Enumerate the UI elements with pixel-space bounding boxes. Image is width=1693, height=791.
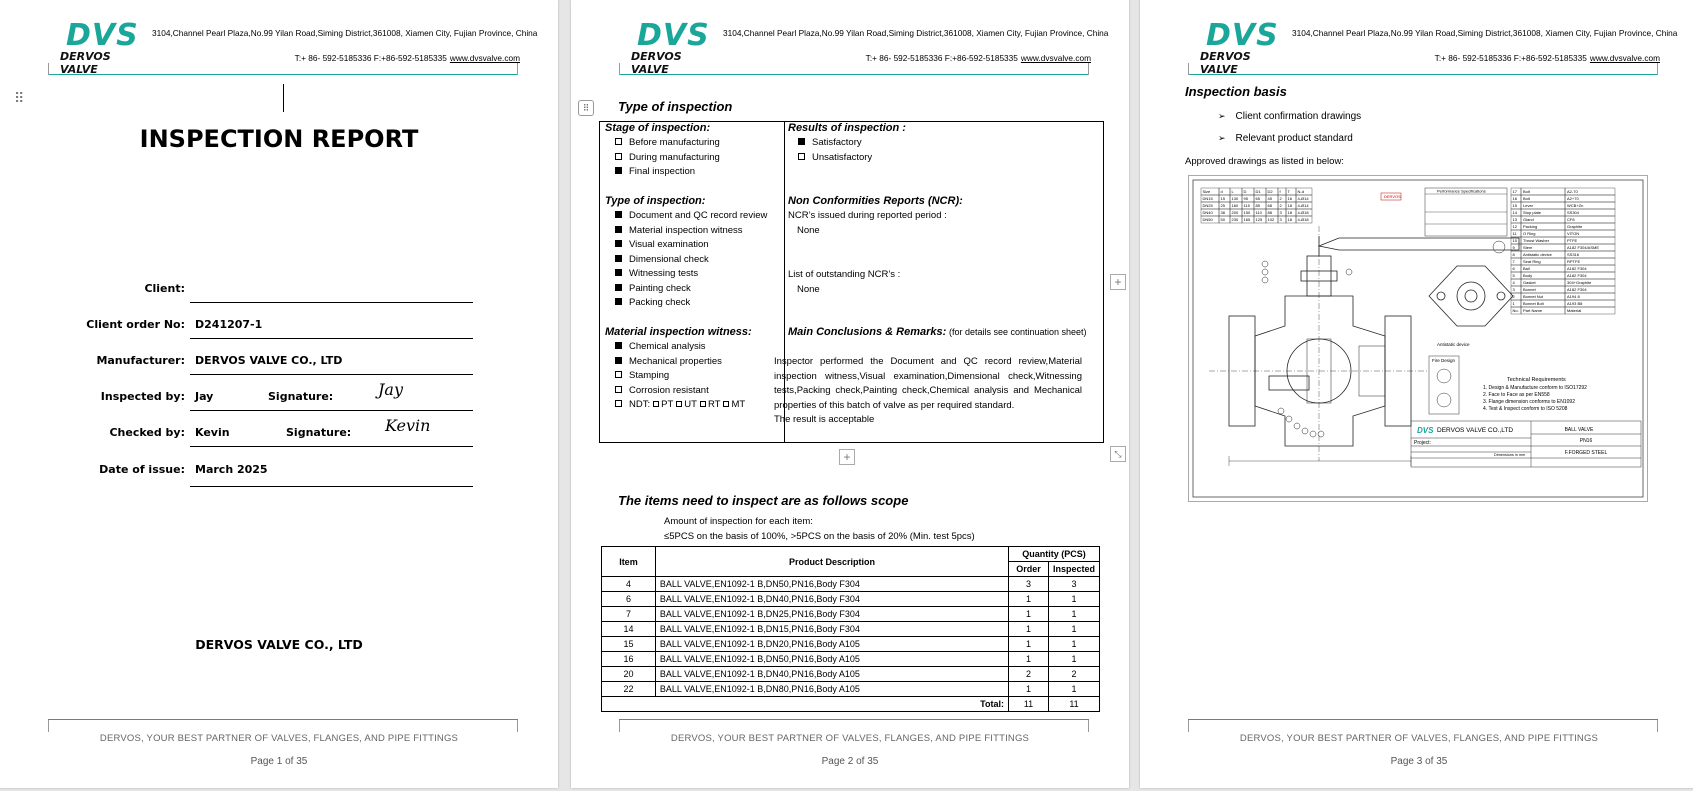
page-header: [1200, 18, 1678, 80]
drawing-cell: 5: [1512, 273, 1515, 278]
drawing-cell: 3: [1512, 287, 1515, 292]
table-row: 14 BALL VALVE,EN1092-1 B,DN15,PN16,Body F304 1 1: [602, 622, 1100, 637]
list-item: ➢ Relevant product standard: [1218, 133, 1353, 144]
drawing-cell: 150: [1243, 210, 1251, 215]
arrow-bullet-icon: ➢: [1218, 111, 1226, 121]
drawing-cell: 110: [1255, 210, 1262, 215]
drawing-cell: Lever: [1523, 203, 1534, 208]
drawing-cell: DN25: [1202, 203, 1213, 208]
drawing-cell: 38: [1220, 210, 1225, 215]
drawing-cell: 88: [1267, 210, 1272, 215]
page-header: [631, 18, 1109, 80]
website-link[interactable]: www.dvsvalve.com: [1020, 53, 1091, 63]
footer-rule: [1188, 719, 1658, 720]
report-page-1: [0, 0, 558, 788]
type-of-inspection-heading: Type of inspection: [618, 99, 733, 114]
report-page-2: [571, 0, 1129, 788]
header-contact: T:+ 86- 592-5185336 F:+86-592-5185335 www.dvsvalve.com: [1434, 53, 1660, 63]
drawing-cell: L: [1231, 189, 1234, 194]
drawing-cell: D: [1243, 189, 1247, 194]
drawing-cell: 230: [1231, 217, 1239, 222]
checkbox-painting-check[interactable]: [615, 284, 622, 291]
checkbox-ndt[interactable]: [615, 400, 622, 407]
col-item: Item: [602, 547, 656, 577]
drawing-cell: 85: [1255, 203, 1260, 208]
results-section: Results of inspection : Satisfactory Unsatisfactory: [788, 122, 906, 163]
inspected-by-field: Inspected by: Jay Signature: Jay: [60, 378, 473, 414]
company-logo: DVS DERVOS VALVE: [1200, 18, 1279, 76]
drawing-cell: 304+Graphite: [1567, 280, 1592, 285]
page-header: [60, 18, 538, 80]
drawing-cell: Ball: [1523, 266, 1530, 271]
header-rule: [619, 74, 1089, 75]
add-column-icon[interactable]: +: [1110, 274, 1126, 290]
drawing-cell: A182 F304: [1567, 266, 1587, 271]
stage-section: Stage of inspection: Before manufacturing During manufacturing Final inspection: [605, 122, 720, 177]
drawing-cell: 2: [1279, 196, 1282, 201]
drawing-cell: Packing: [1523, 224, 1538, 229]
tech-title: Technical Requirements: [1507, 377, 1566, 383]
col-description: Product Description: [655, 547, 1008, 577]
checked-by-field: Checked by: Kevin Signature: Kevin: [60, 414, 473, 450]
drawing-cell: 15: [1512, 203, 1517, 208]
material-section: Material inspection witness: Chemical analysis Mechanical properties Stamping Corrosion resistant NDT: PT UT RT MT: [605, 326, 752, 410]
drawing-cell: Material: [1567, 308, 1582, 313]
client-field: Client:: [60, 270, 473, 306]
table-row: 4 BALL VALVE,EN1092-1 B,DN50,PN16,Body F304 3 3: [602, 577, 1100, 592]
drawing-cell: 16: [1512, 196, 1517, 201]
svg-text:2. Face to Face as per EN558: 2. Face to Face as per EN558: [1483, 392, 1550, 398]
footer-slogan: DERVOS, YOUR BEST PARTNER OF VALVES, FLANGES, AND PIPE FITTINGS: [1239, 733, 1599, 744]
drawing-cell: D1: [1255, 189, 1261, 194]
header-rule: [48, 74, 518, 75]
drawing-cell: 160: [1231, 203, 1239, 208]
drawing-cell: DN15: [1202, 196, 1213, 201]
drawing-cell: No.: [1512, 308, 1519, 313]
drawing-cell: 3: [1279, 210, 1282, 215]
table-row: 7 BALL VALVE,EN1092-1 B,DN25,PN16,Body F304 1 1: [602, 607, 1100, 622]
drawing-cell: 4: [1512, 280, 1515, 285]
col-inspected: Inspected: [1048, 562, 1099, 577]
approved-drawing: [1188, 175, 1648, 502]
drawing-cell: A182 F304: [1567, 287, 1587, 292]
col-order: Order: [1009, 562, 1049, 577]
header-contact: T:+ 86- 592-5185336 F:+86-592-5185335 www.dvsvalve.com: [294, 53, 520, 63]
checkbox-packing-check[interactable]: [615, 298, 622, 305]
client-order-field: Client order No: D241207-1: [60, 306, 473, 342]
drawing-cell: PTFE: [1567, 238, 1578, 243]
drawing-cell: 165: [1243, 217, 1251, 222]
drawing-cell: 4-Ø18: [1297, 217, 1309, 222]
company-logo: DVS DERVOS VALVE: [60, 18, 139, 76]
header-rule: [1188, 74, 1658, 75]
drawing-cell: Bolt: [1523, 196, 1530, 201]
drawing-cell: 4-Ø14: [1297, 203, 1309, 208]
footer-slogan: DERVOS, YOUR BEST PARTNER OF VALVES, FLANGES, AND PIPE FITTINGS: [670, 733, 1030, 744]
drawing-cell: 13: [1512, 217, 1517, 222]
total-row: Total: 11 11: [602, 697, 1100, 712]
drawing-cell: 16: [1287, 196, 1292, 201]
drawing-cell: D2: [1267, 189, 1273, 194]
list-item: ➢ Client confirmation drawings: [1218, 111, 1362, 122]
add-row-icon[interactable]: +: [839, 449, 855, 465]
drawing-cell: A2+70: [1567, 196, 1579, 201]
conclusion-title: Main Conclusions & Remarks: (for details see continuation sheet): [788, 326, 1087, 338]
drawing-cell: 18: [1287, 217, 1292, 222]
footer-rule: [48, 719, 518, 720]
drawing-cell: 4-Ø18: [1297, 210, 1309, 215]
drawing-cell: Bonnet Nut: [1523, 294, 1544, 299]
checker-signature: Kevin: [385, 416, 431, 435]
drawing-cell: Part Name: [1523, 308, 1543, 313]
svg-text:F.FORGED STEEL: F.FORGED STEEL: [1564, 450, 1608, 456]
checkbox-chemical-analysis[interactable]: [615, 342, 622, 349]
drawing-cell: 2: [1512, 294, 1515, 299]
drawing-cell: 14: [1512, 210, 1517, 215]
drawing-cell: 68: [1267, 203, 1272, 208]
svg-text:4. Test & Inspect conform to: 4. Test & Inspect conform to ISO 5208: [1483, 406, 1568, 412]
table-row: 6 BALL VALVE,EN1092-1 B,DN40,PN16,Body F304 1 1: [602, 592, 1100, 607]
approved-drawings-note: Approved drawings as listed in below:: [1185, 156, 1344, 167]
drawing-cell: Stop plate: [1523, 210, 1542, 215]
drawing-cell: 95: [1243, 196, 1248, 201]
drawing-cell: Bolt: [1523, 189, 1530, 194]
drawing-cell: A194 8: [1567, 294, 1580, 299]
drawing-cell: Antistatic device: [1523, 252, 1552, 257]
drawing-cell: Body: [1523, 273, 1533, 278]
drawing-cell: DN40: [1202, 210, 1213, 215]
arrow-bullet-icon: ➢: [1218, 133, 1226, 143]
table-handle-icon[interactable]: ⠿: [578, 100, 594, 116]
drag-handle-icon[interactable]: ⠿: [14, 90, 25, 106]
perf-title: Performance Specifications: [1437, 188, 1486, 194]
drawing-cell: Size: [1202, 189, 1211, 194]
drawing-cell: 11: [1512, 231, 1517, 236]
text-cursor: [283, 84, 284, 112]
drawing-cell: f: [1279, 189, 1281, 194]
drawing-cell: Bonnet Bolt: [1523, 301, 1544, 306]
drawing-cell: 115: [1243, 203, 1250, 208]
ncr-section: Non Conformities Reports (NCR): NCR’s issued during reported period : None List of outstanding NCR’s : None: [788, 195, 963, 295]
svg-text:Project:: Project:: [1414, 440, 1431, 446]
report-title: INSPECTION REPORT: [139, 125, 419, 153]
conclusion-text: Inspector performed the Document and QC record review,Material inspection witness,Visual examination,Dimensional check,Witnessing tests,Packing check,Painting check,Chemical analysis and Mechanical properties of this batch of valve as per required standard. The result is acceptable: [774, 356, 1082, 425]
col-quantity: Quantity (PCS): [1009, 547, 1100, 562]
drawing-cell: RPTFE: [1567, 259, 1581, 264]
scope-heading: The items need to inspect are as follows scope: [618, 493, 909, 508]
header-address: 3104,Channel Pearl Plaza,No.99 Yilan Road,Siming District,361008, Xiamen City, Fujian Province, China: [723, 28, 1109, 38]
drawing-cell: 102: [1267, 217, 1275, 222]
checkbox-corrosion-resistant[interactable]: [615, 386, 622, 393]
drawing-cell: A182 F304/ASME: [1567, 245, 1600, 250]
page-number: Page 1 of 35: [250, 756, 308, 767]
table-row: 20 BALL VALVE,EN1092-1 B,DN40,PN16,Body A105 2 2: [602, 667, 1100, 682]
drawing-cell: 12: [1512, 224, 1517, 229]
drawing-cell: Stem: [1523, 245, 1533, 250]
drawing-cell: A193 B8: [1567, 301, 1583, 306]
table-row: 22 BALL VALVE,EN1092-1 B,DN80,PN16,Body A105 1 1: [602, 682, 1100, 697]
drawing-cell: Bonnet: [1523, 287, 1536, 292]
drawing-cell: 4-Ø14: [1297, 196, 1309, 201]
drawing-cell: 10: [1512, 238, 1517, 243]
drawing-title: BALL VALVE: [1564, 427, 1594, 433]
drawing-cell: 50: [1220, 217, 1225, 222]
inspection-basis-heading: Inspection basis: [1185, 84, 1287, 99]
drawing-cell: Graphite: [1567, 224, 1583, 229]
checkbox-visual-examination[interactable]: [615, 240, 622, 247]
drawing-cell: 65: [1255, 196, 1260, 201]
type-section: Type of inspection: Document and QC record review Material inspection witness Visual examination Dimensional check Witnessing tests Painting check Packing check: [605, 195, 768, 308]
amount-note: Amount of inspection for each item:: [664, 516, 813, 527]
company-logo: DVS DERVOS VALVE: [631, 18, 710, 76]
drawing-cell: 130: [1231, 196, 1239, 201]
drawing-cell: 17: [1512, 189, 1517, 194]
checkbox-during-manufacturing[interactable]: [615, 153, 622, 160]
drawing-cell: VITON: [1567, 231, 1580, 236]
checkbox-satisfactory[interactable]: [798, 138, 805, 145]
drawing-cell: 25: [1220, 203, 1225, 208]
drawing-cell: A2-70: [1567, 189, 1578, 194]
checkbox-stamping[interactable]: [615, 371, 622, 378]
footer-slogan: DERVOS, YOUR BEST PARTNER OF VALVES, FLANGES, AND PIPE FITTINGS: [99, 733, 459, 744]
checkbox-before-manufacturing[interactable]: [615, 138, 622, 145]
drawing-cell: 125: [1255, 217, 1263, 222]
checkbox-mechanical-properties[interactable]: [615, 357, 622, 364]
header-address: 3104,Channel Pearl Plaza,No.99 Yilan Road,Siming District,361008, Xiamen City, Fujian Province, China: [1292, 28, 1678, 38]
header-contact: T:+ 86- 592-5185336 F:+86-592-5185335 www.dvsvalve.com: [865, 53, 1091, 63]
drawing-cell: SS316: [1567, 252, 1580, 257]
footer-rule: [619, 719, 1089, 720]
checkbox-dimensional-check[interactable]: [615, 255, 622, 262]
drawing-cell: d: [1220, 189, 1223, 194]
page-number: Page 3 of 35: [1390, 756, 1448, 767]
drawing-cell: Thrust Washer: [1523, 238, 1550, 243]
drawing-cell: 45: [1267, 196, 1272, 201]
header-address: 3104,Channel Pearl Plaza,No.99 Yilan Road,Siming District,361008, Xiamen City, Fujian Province, China: [152, 28, 538, 38]
report-page-3: [1140, 0, 1693, 788]
drawing-company: DERVOS VALVE CO.,LTD: [1437, 427, 1514, 434]
svg-text:PN16: PN16: [1579, 438, 1593, 444]
drawing-cell: A182 F304: [1567, 273, 1587, 278]
svg-text:DERVOS: DERVOS: [1384, 194, 1401, 199]
website-link[interactable]: www.dvsvalve.com: [449, 53, 520, 63]
drawing-cell: O Ring: [1523, 231, 1536, 236]
checkbox-unsatisfactory[interactable]: [798, 153, 805, 160]
checkbox-final-inspection[interactable]: [615, 167, 622, 174]
drawing-cell: Gland: [1523, 217, 1534, 222]
checkbox-witnessing-tests[interactable]: [615, 269, 622, 276]
checkbox-material-witness[interactable]: [615, 226, 622, 233]
drawing-cell: 18: [1287, 210, 1292, 215]
checkbox-document-review[interactable]: [615, 211, 622, 218]
drawing-cell: 6: [1512, 266, 1515, 271]
drawing-cell: 7: [1512, 259, 1515, 264]
drawing-cell: Seat Ring: [1523, 259, 1541, 264]
drawing-cell: 9: [1512, 245, 1515, 250]
date-of-issue-field: Date of issue: March 2025: [60, 451, 473, 487]
amount-rule: ≤5PCS on the basis of 100%, >5PCS on the basis of 20% (Min. test 5pcs): [664, 531, 975, 542]
drawing-cell: N-d: [1297, 189, 1304, 194]
drawing-cell: T: [1287, 189, 1290, 194]
drawing-cell: CF8: [1567, 217, 1575, 222]
website-link[interactable]: www.dvsvalve.com: [1589, 53, 1660, 63]
drawing-cell: 3: [1279, 217, 1282, 222]
antistatic-label: Antistatic device: [1437, 342, 1470, 347]
drawing-logo: DVS: [1417, 426, 1434, 435]
dimension-table: [1201, 188, 1312, 223]
parts-table: [1511, 188, 1615, 314]
inspection-items-table: [601, 546, 1100, 712]
drawing-cell: 2: [1279, 203, 1282, 208]
inspector-signature: Jay: [378, 380, 403, 399]
svg-text:Dimensions in mm: Dimensions in mm: [1494, 453, 1526, 457]
svg-text:3. Flange dimension conforms t: 3. Flange dimension conforms to EN1092: [1483, 399, 1575, 405]
resize-handle-icon[interactable]: ⤡: [1110, 446, 1126, 462]
drawing-cell: 15: [1220, 196, 1225, 201]
drawing-cell: DN50: [1202, 217, 1213, 222]
company-name: DERVOS VALVE CO., LTD: [195, 637, 363, 652]
fire-design-label: Fire Design: [1432, 358, 1456, 363]
page-number: Page 2 of 35: [821, 756, 879, 767]
drawing-cell: 1: [1512, 301, 1515, 306]
drawing-cell: WCB+Zn: [1567, 203, 1584, 208]
drawing-cell: 18: [1287, 203, 1292, 208]
table-row: 15 BALL VALVE,EN1092-1 B,DN20,PN16,Body A105 1 1: [602, 637, 1100, 652]
drawing-cell: SS304: [1567, 210, 1580, 215]
drawing-cell: 8: [1512, 252, 1515, 257]
svg-text:1. Design & Manufacture confor: 1. Design & Manufacture conform to ISO17292: [1483, 385, 1587, 391]
drawing-cell: 200: [1231, 210, 1239, 215]
manufacturer-field: Manufacturer: DERVOS VALVE CO., LTD: [60, 342, 473, 378]
table-row: 16 BALL VALVE,EN1092-1 B,DN50,PN16,Body A105 1 1: [602, 652, 1100, 667]
drawing-cell: Gasket: [1523, 280, 1536, 285]
